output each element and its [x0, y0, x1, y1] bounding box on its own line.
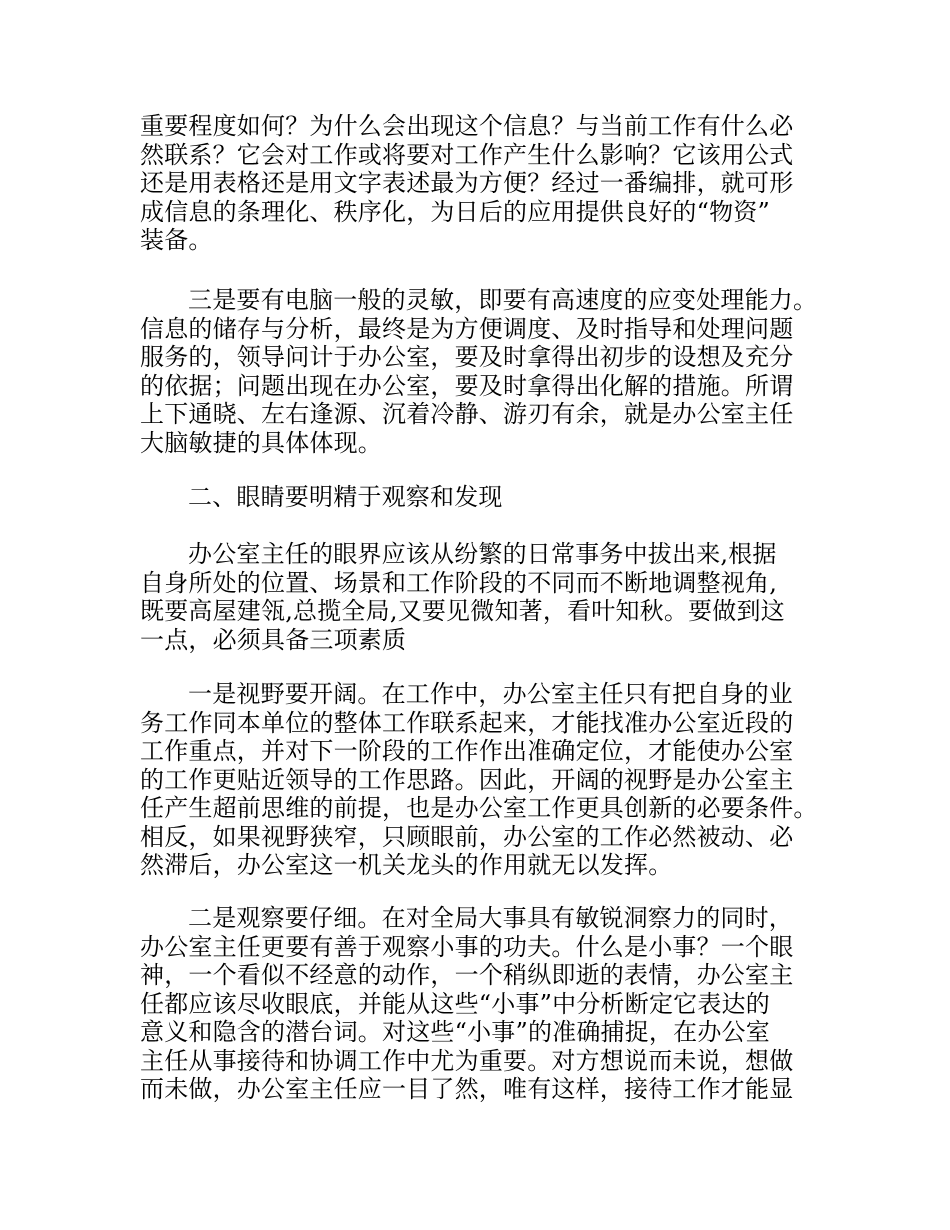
text-line: 然联系？它会对工作或将要对工作产生什么影响？它该用公式 — [140, 140, 794, 169]
text-line: 重要程度如何？为什么会出现这个信息？与当前工作有什么必 — [140, 112, 794, 140]
text-line: 二是观察要仔细。在对全局大事具有敏锐洞察力的同时， — [188, 904, 793, 932]
text-line: 相反，如果视野狭窄，只顾眼前，办公室的工作必然被动、必 — [140, 822, 794, 851]
paragraph-careful-observation — [140, 904, 820, 1104]
text-line: 装备。 — [140, 226, 213, 254]
paragraph-broad-vision — [140, 680, 820, 880]
text-line: 既要高屋建瓴,总揽全局,又要见微知著，看叶知秋。要做到这 — [140, 597, 785, 625]
section-heading-eyes — [140, 483, 820, 512]
text-line: 任产生超前思维的前提，也是办公室工作更具创新的必要条件。 — [140, 794, 818, 822]
text-line: 而未做，办公室主任应一目了然，唯有这样，接待工作才能显 — [140, 1075, 794, 1103]
text-line: 三是要有电脑一般的灵敏，即要有高速度的应变处理能力。 — [188, 286, 818, 314]
text-line: 服务的，领导问计于办公室，要及时拿得出初步的设想及充分 — [140, 343, 794, 371]
paragraph-vision-intro — [140, 540, 820, 654]
text-line: 任都应该尽收眼底，并能从这些“小事”中分析断定它表达的 — [140, 989, 770, 1018]
text-line: 大脑敏捷的具体体现。 — [140, 428, 382, 457]
text-line: 务工作同本单位的整体工作联系起来，才能找准办公室近段的 — [140, 708, 794, 737]
text-line: 成信息的条理化、秩序化，为日后的应用提供良好的“物资” — [140, 197, 770, 226]
text-line: 然滞后，办公室这一机关龙头的作用就无以发挥。 — [140, 851, 673, 879]
text-line: 一点，必须具备三项素质 — [140, 625, 407, 654]
paragraph-information-organization — [140, 112, 820, 255]
text-line: 的工作更贴近领导的工作思路。因此，开阔的视野是办公室主 — [140, 765, 794, 794]
text-line: 意义和隐含的潜台词。对这些“小事”的准确捕捉，在办公室 — [140, 1018, 770, 1046]
text-line: 还是用表格还是用文字表述最为方便？经过一番编排，就可形 — [140, 169, 794, 197]
text-line: 主任从事接待和协调工作中尤为重要。对方想说而未说，想做 — [140, 1046, 794, 1075]
text-line: 办公室主任的眼界应该从纷繁的日常事务中拔出来,根据 — [188, 540, 777, 568]
text-line: 工作重点，并对下一阶段的工作作出准确定位，才能使办公室 — [140, 737, 794, 765]
paragraph-brain-agility — [140, 286, 820, 457]
text-line: 自身所处的位置、场景和工作阶段的不同而不断地调整视角, — [140, 568, 778, 597]
text-line: 上下通晓、左右逢源、沉着冷静、游刃有余，就是办公室主任 — [140, 400, 794, 428]
text-line: 一是视野要开阔。在工作中，办公室主任只有把自身的业 — [188, 680, 793, 708]
text-line: 信息的储存与分析，最终是为方便调度、及时指导和处理问题 — [140, 314, 794, 343]
text-line: 办公室主任更要有善于观察小事的功夫。什么是小事？一个眼 — [140, 932, 794, 961]
text-line: 的依据；问题出现在办公室，要及时拿得出化解的措施。所谓 — [140, 371, 794, 400]
text-line: 神，一个看似不经意的动作，一个稍纵即逝的表情，办公室主 — [140, 961, 794, 989]
section-heading: 二、眼睛要明精于观察和发现 — [188, 483, 503, 511]
